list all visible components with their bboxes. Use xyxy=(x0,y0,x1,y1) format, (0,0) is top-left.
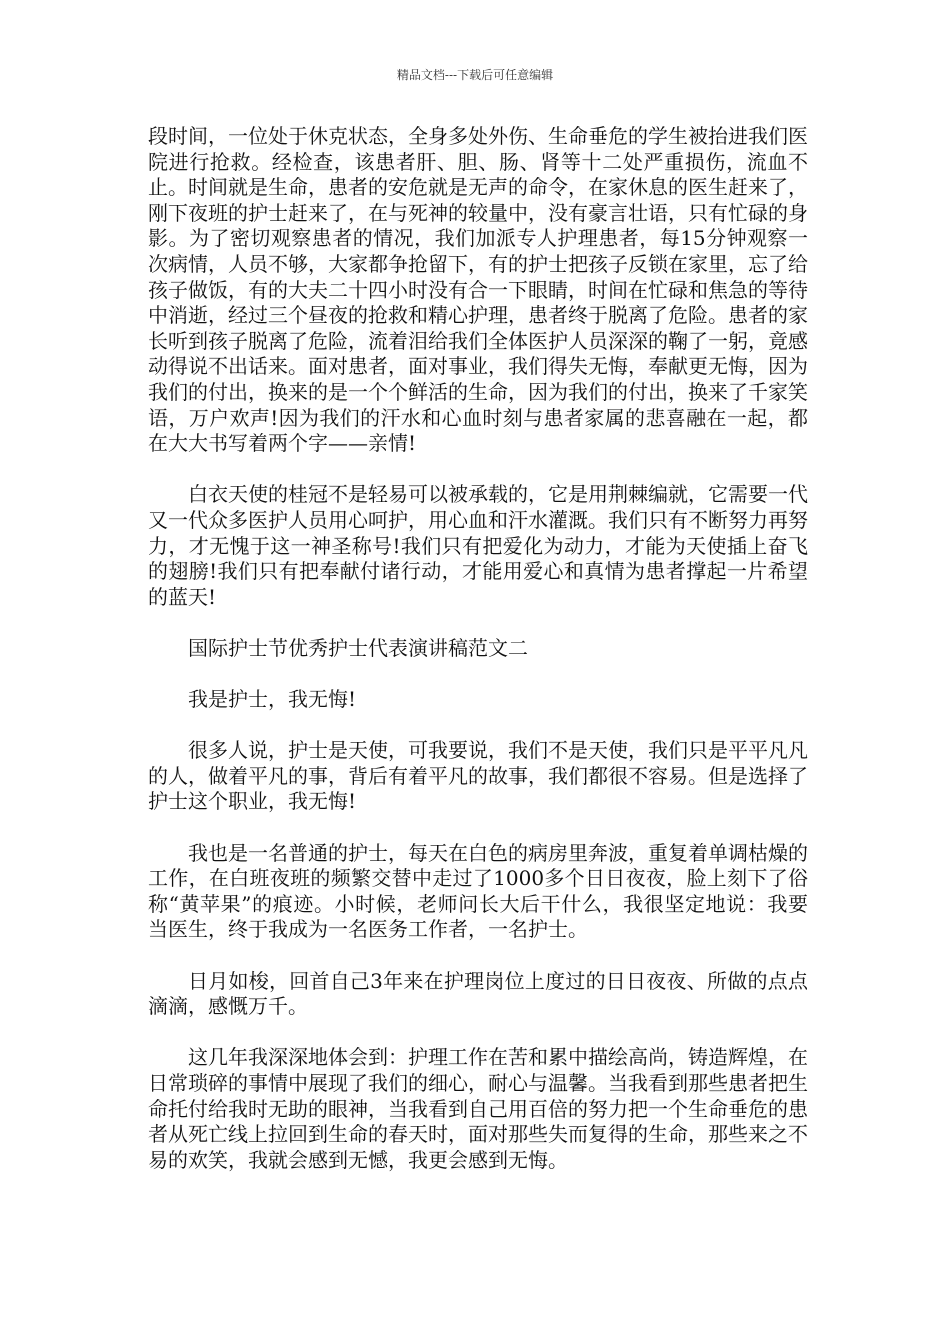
document-body xyxy=(148,124,808,1199)
paragraph-experience: 这几年我深深地体会到：护理工作在苦和累中描绘高尚，铸造辉煌，在日常琐碎的事情中展现了我们的细心，耐心与温馨。当我看到那些患者把生命托付给我时无助的眼神，当我看到自己用百倍的努力把一个生命垂危的患者从死亡线上拉回到生命的春天时，面对那些失而复得的生命，那些来之不易的欢笑，我就会感到无憾，我更会感到无悔。 xyxy=(148,1045,808,1172)
paragraph-continued: 段时间，一位处于休克状态，全身多处外伤、生命垂危的学生被抬进我们医院进行抢救。经检查，该患者肝、胆、肠、肾等十二处严重损伤，流血不止。时间就是生命，患者的安危就是无声的命令，在家休息的医生赶来了，刚下夜班的护士赶来了，在与死神的较量中，没有豪言壮语，只有忙碌的身影。为了密切观察患者的情况，我们加派专人护理患者，每15分钟观察一次病情，人员不够，大家都争抢留下，有的护士把孩子反锁在家里，忘了给孩子做饭，有的大夫二十四小时没有合一下眼睛，时间在忙碌和焦急的等待中消逝，经过三个昼夜的抢救和精心护理，患者终于脱离了危险。患者的家长听到孩子脱离了危险，流着泪给我们全体医护人员深深的鞠了一躬，竟感动得说不出话来。面对患者，面对事业，我们得失无悔，奉献更无悔，因为我们的付出，换来的是一个个鲜活的生命，因为我们的付出，换来了千家笑语，万户欢声!因为我们的汗水和心血时刻与患者家属的悲喜融在一起，都在大大书写着两个字——亲情! xyxy=(148,124,808,456)
paragraph-ordinary-nurse: 我也是一名普通的护士，每天在白色的病房里奔波，重复着单调枯燥的工作，在白班夜班的频繁交替中走过了1000多个日日夜夜，脸上刻下了俗称“黄苹果”的痕迹。小时候，老师问长大后干什么，我很坚定地说：我要当医生，终于我成为一名医务工作者，一名护士。 xyxy=(148,840,808,942)
speech-title: 我是护士，我无悔! xyxy=(188,687,357,712)
paragraph-time-flies: 日月如梭，回首自己3年来在护理岗位上度过的日日夜夜、所做的点点滴滴，感慨万千。 xyxy=(148,968,808,1019)
paragraph-angel-crown: 白衣天使的桂冠不是轻易可以被承载的，它是用荆棘编就，它需要一代又一代众多医护人员用心呵护，用心血和汗水灌溉。我们只有不断努力再努力，才无愧于这一神圣称号!我们只有把爱化为动力，才能为天使插上奋飞的翅膀!我们只有把奉献付诸行动，才能用爱心和真情为患者撑起一片希望的蓝天! xyxy=(148,482,808,609)
page-header: 精品文档---下载后可任意编辑 xyxy=(396,68,554,82)
paragraph-not-angels: 很多人说，护士是天使，可我要说，我们不是天使，我们只是平平凡凡的人，做着平凡的事，背后有着平凡的故事，我们都很不容易。但是选择了护士这个职业，我无悔! xyxy=(148,738,808,814)
section-title: 国际护士节优秀护士代表演讲稿范文二 xyxy=(188,635,528,660)
